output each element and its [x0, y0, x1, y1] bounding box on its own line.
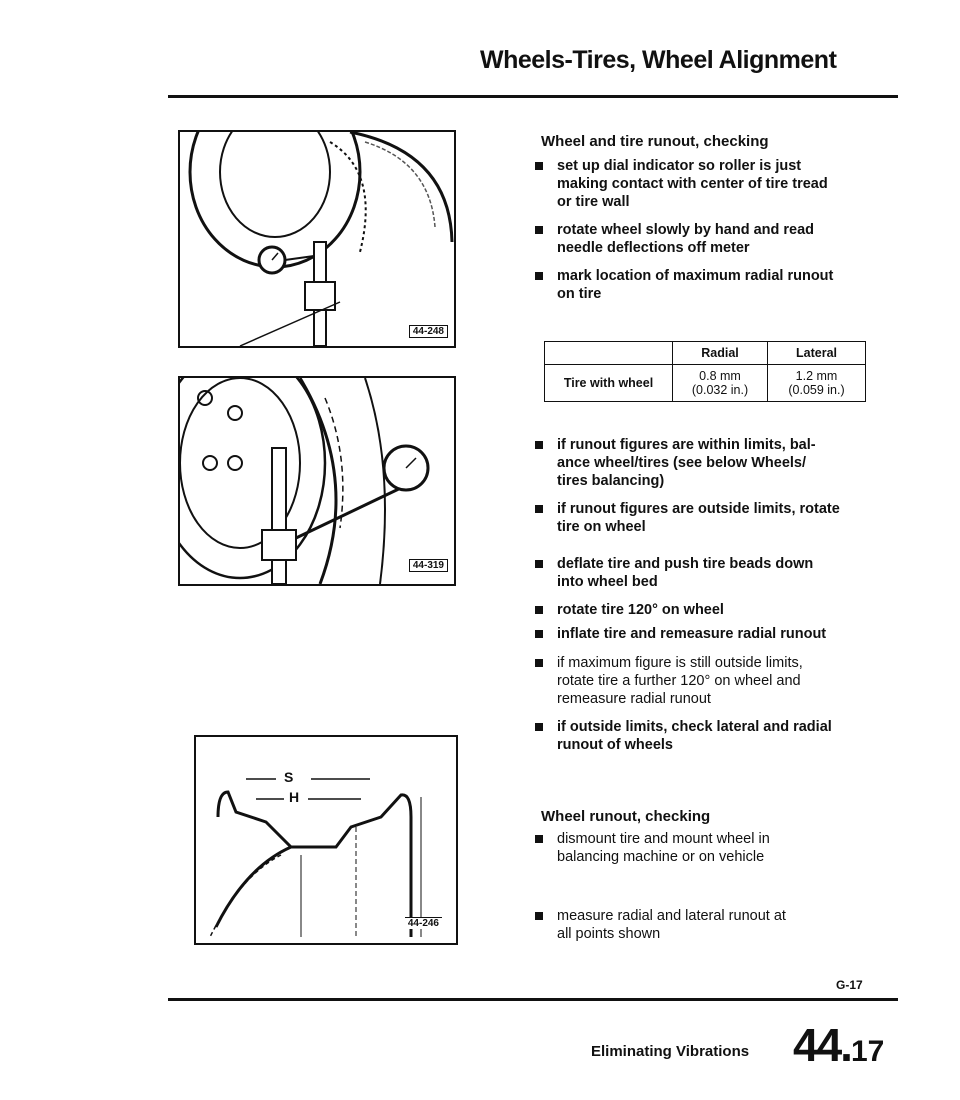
page-number-major: 44. [793, 1019, 851, 1071]
wheel-dial-indicator-illustration [180, 378, 454, 584]
bullet-list-setup [533, 157, 873, 313]
table-header-cell: Radial [673, 342, 768, 365]
bullet-list-dismount [533, 830, 878, 876]
table-cell: 0.8 mm (0.032 in.) [673, 365, 768, 402]
list-item: if runout figures are within limits, bal- ance wheel/tires (see below Wheels/ tires balancing) [533, 436, 878, 490]
list-item: if outside limits, check lateral and radial runout of wheels [533, 718, 878, 754]
bullet-list-rotate-tire [533, 555, 878, 653]
figure-label-44-248: 44-248 [409, 325, 448, 338]
runout-limits-table [544, 341, 866, 402]
footer-rule [168, 998, 898, 1001]
dimension-label-s: S [284, 769, 294, 785]
table-cell: 1.2 mm (0.059 in.) [768, 365, 866, 402]
table-header-cell [545, 342, 673, 365]
table-header-row [545, 342, 866, 365]
rim-cross-section-illustration [196, 737, 456, 943]
list-item: set up dial indicator so roller is just making contact with center of tire tread or tire wall [533, 157, 873, 211]
table-row [545, 365, 866, 402]
dimension-label-h: H [289, 789, 300, 805]
section-heading-wheel-tire-runout: Wheel and tire runout, checking [541, 133, 769, 150]
table-header-cell: Lateral [768, 342, 866, 365]
list-item: deflate tire and push tire beads down into wheel bed [533, 555, 878, 591]
figure-label-44-319: 44-319 [409, 559, 448, 572]
list-item: mark location of maximum radial runout on tire [533, 267, 873, 303]
list-item: dismount tire and mount wheel in balancing machine or on vehicle [533, 830, 878, 866]
table-cell: Tire with wheel [545, 365, 673, 402]
footer-section-label: Eliminating Vibrations [591, 1043, 750, 1060]
figure-wheel-dial-indicator [178, 376, 456, 586]
bullet-list-outside-limits [533, 654, 878, 764]
header-rule [168, 95, 898, 98]
figure-tire-dial-indicator [178, 130, 456, 348]
bullet-list-measure [533, 907, 878, 953]
list-item: rotate wheel slowly by hand and read needle deflections off meter [533, 221, 873, 257]
list-item: inflate tire and remeasure radial runout [533, 625, 878, 643]
section-heading-wheel-runout: Wheel runout, checking [541, 808, 711, 825]
figure-rim-cross-section [194, 735, 458, 945]
page-number [793, 1018, 884, 1072]
list-item: rotate tire 120° on wheel [533, 601, 878, 619]
bullet-list-within-limits [533, 436, 878, 546]
page-number-minor: 17 [850, 1035, 885, 1068]
figure-label-44-246: 44-246 [405, 917, 442, 929]
list-item: measure radial and lateral runout at all points shown [533, 907, 878, 943]
page-title: Wheels-Tires, Wheel Alignment [480, 46, 837, 74]
tire-dial-indicator-illustration [180, 132, 454, 346]
list-item: if maximum figure is still outside limits, rotate tire a further 120° on wheel and remeasure radial runout [533, 654, 878, 708]
list-item: if runout figures are outside limits, rotate tire on wheel [533, 500, 878, 536]
page-reference: G-17 [836, 978, 863, 992]
